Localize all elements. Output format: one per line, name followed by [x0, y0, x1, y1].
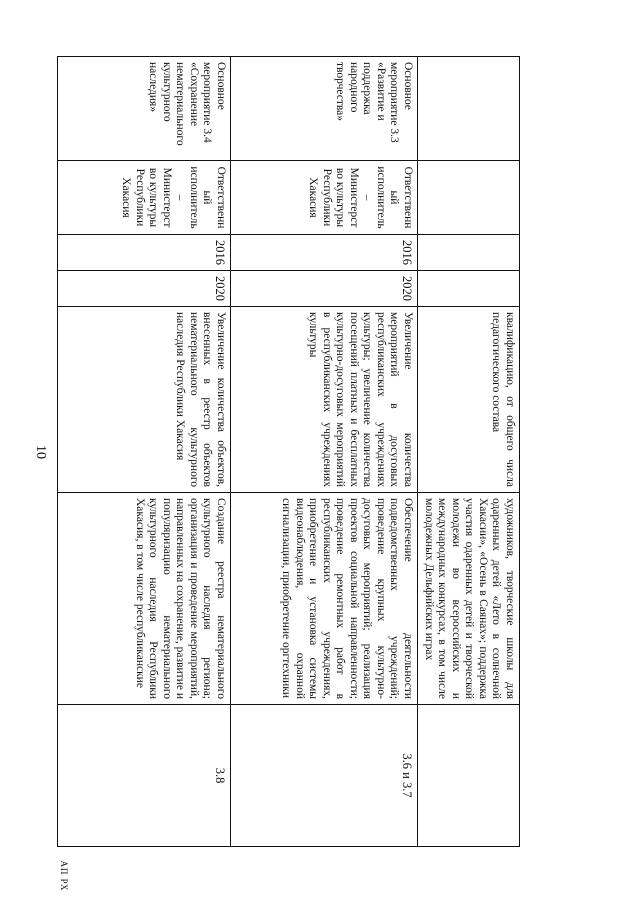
table-row [418, 57, 520, 847]
executor-cell: Ответственный исполнитель – Министерство культуры Республики Хакасия [58, 161, 231, 235]
executor-cell [418, 161, 520, 235]
year-start-cell: 2016 [231, 235, 418, 271]
indicator-link-cell: 3.6 и 3.7 [231, 705, 418, 847]
expected-result-cell: квалификацию, от общего числа педагогического состава [418, 307, 520, 493]
table-row [58, 57, 231, 847]
table-row [231, 57, 418, 847]
expected-result-cell: Увеличение количества объектов, внесенных в реестр объектов нематериального культурного наследия Республики Хакасия [58, 307, 231, 493]
main-directions-cell: художников, творческие школы для одаренных детей «Лето в солнечной Хакасии», «Осень в Саянах»; поддержка участия одаренных детей и творческой молодежи во всероссийских и международных конкурсах, в том числе молодежных Дельфийских играх [418, 493, 520, 705]
year-start-cell [418, 235, 520, 271]
indicator-link-cell [418, 705, 520, 847]
program-activities-table [57, 56, 520, 847]
indicator-link-cell: 3.8 [58, 705, 231, 847]
main-directions-cell: Обеспечение деятельности подведомственных учреждений; проведение крупных культурно-досуговых мероприятий; реализация проектов социальной направленности; проведение ремонтных работ в республиканских учреждениях, приобретение и установка системы видеонаблюдения, охранной сигнализации, приобретение оргтехники [231, 493, 418, 705]
year-end-cell: 2020 [58, 271, 231, 307]
main-directions-cell: Создание реестра нематериального культурного наследия региона; организация и проведение мероприятий, направленных на сохранение, развитие и популяризацию нематериального культурного наследия Республики Хакасия, в том числе республиканские [58, 493, 231, 705]
activity-name-cell [418, 57, 520, 161]
year-start-cell: 2016 [58, 235, 231, 271]
expected-result-cell: Увеличение количества мероприятий в досуговых республиканских учреждениях культуры; увеличение количества посещений платных и бесплатных культурно-досуговых мероприятий в республиканских учреждениях культуры [231, 307, 418, 493]
page-number: 10 [33, 445, 48, 459]
year-end-cell [418, 271, 520, 307]
executor-cell: Ответственный исполнитель – Министерство культуры Республики Хакасия [231, 161, 418, 235]
footer-mark: АП РХ [59, 860, 69, 892]
year-end-cell: 2020 [231, 271, 418, 307]
rotated-table-container [90, 56, 520, 846]
activity-name-cell: Основное мероприятие 3.3 «Развитие и поддержка народного творчества» [231, 57, 418, 161]
activity-name-cell: Основное мероприятие 3.4 «Сохранение нематериального культурного наследия» [58, 57, 231, 161]
